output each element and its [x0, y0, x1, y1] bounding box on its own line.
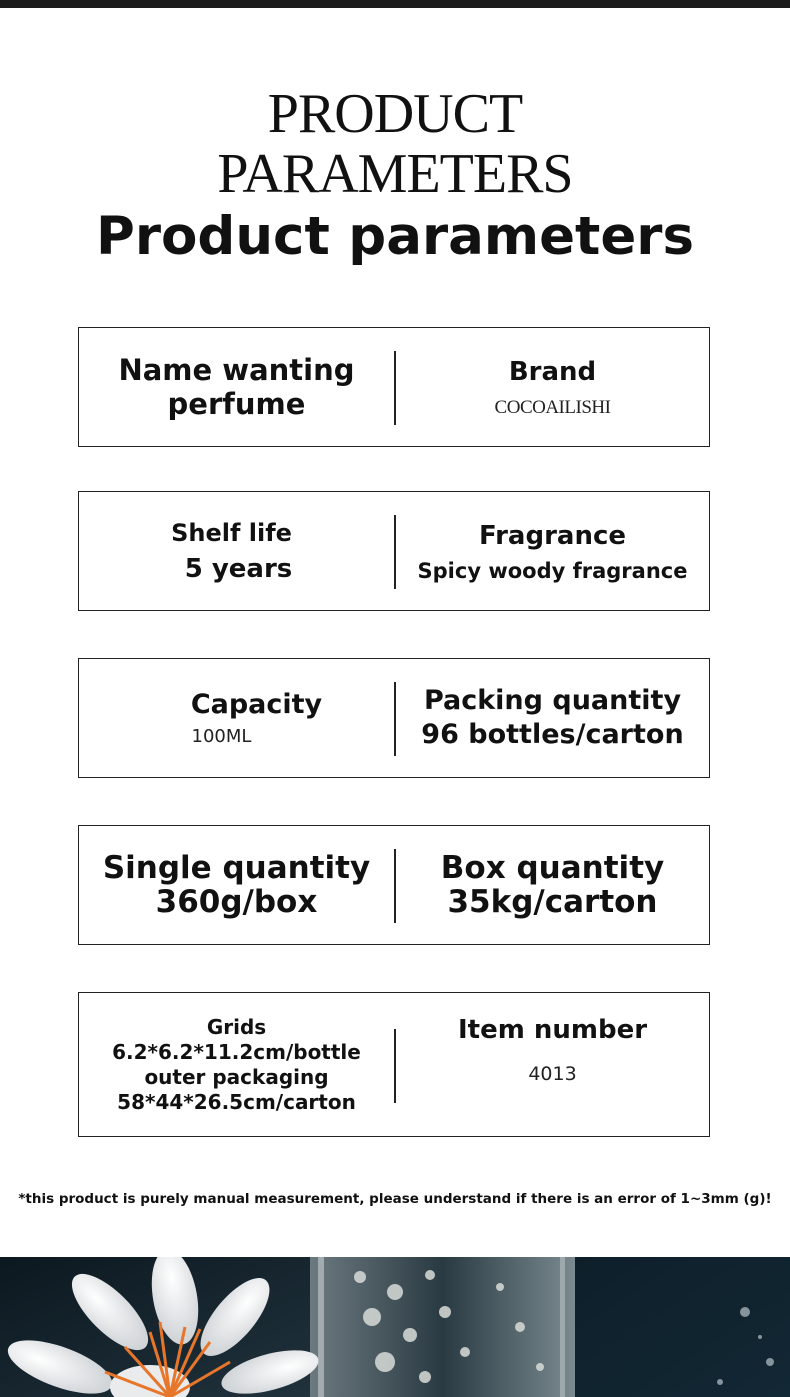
param-label-single-quantity: Single quantity [102, 850, 371, 886]
flower-and-bottle-photo [0, 1257, 790, 1397]
param-cell-capacity [79, 659, 394, 777]
measurement-footnote: *this product is purely manual measurement, please understand if there is an error of 1~3mm (g)! [18, 1191, 772, 1207]
param-box-name-brand [78, 327, 710, 447]
param-cell-box-quantity [396, 826, 709, 944]
param-grids-line-1: Grids [206, 1014, 267, 1039]
param-value-packing: 96 bottles/carton [421, 719, 684, 750]
param-label-packing: Packing quantity [423, 685, 682, 716]
param-label-item-number: Item number [457, 1015, 648, 1045]
top-image-strip [0, 0, 790, 8]
param-value-single-quantity: 360g/box [155, 884, 318, 920]
param-value-item-number: 4013 [528, 1063, 577, 1085]
param-cell-brand [396, 328, 709, 446]
title-line-1: PRODUCT [267, 83, 523, 145]
param-grids-line-3: outer packaging [144, 1064, 329, 1089]
param-label-capacity: Capacity [190, 688, 323, 720]
param-box-grids-item [78, 992, 710, 1137]
param-value-capacity: 100ML [191, 725, 252, 747]
param-value-brand: COCOAILISHI [494, 397, 611, 418]
param-grids-line-4: 58*44*26.5cm/carton [117, 1089, 356, 1114]
param-grids-line-2: 6.2*6.2*11.2cm/bottle [112, 1039, 361, 1064]
title-line-2: PARAMETERS [217, 143, 573, 205]
param-label-box-quantity: Box quantity [440, 850, 665, 886]
product-photo-strip [0, 1257, 790, 1397]
page-subtitle: Product parameters [95, 206, 694, 267]
param-label-shelf-life: Shelf life [171, 519, 292, 547]
param-cell-shelf-life [79, 492, 394, 610]
param-cell-item-number [396, 993, 709, 1136]
param-value-shelf-life: 5 years [184, 554, 293, 584]
param-cell-single-quantity [79, 826, 394, 944]
param-value-box-quantity: 35kg/carton [447, 884, 658, 920]
param-box-single-box [78, 825, 710, 945]
param-value-name: perfume [167, 387, 306, 421]
param-cell-fragrance [396, 492, 709, 610]
param-box-capacity-packing [78, 658, 710, 778]
param-cell-name [79, 328, 394, 446]
param-cell-grids [79, 993, 394, 1136]
param-cell-packing [396, 659, 709, 777]
param-label-name: Name wanting [118, 353, 355, 387]
param-label-brand: Brand [508, 357, 597, 387]
param-box-shelf-fragrance [78, 491, 710, 611]
param-label-fragrance: Fragrance [479, 520, 626, 551]
param-value-fragrance: Spicy woody fragrance [417, 558, 688, 583]
